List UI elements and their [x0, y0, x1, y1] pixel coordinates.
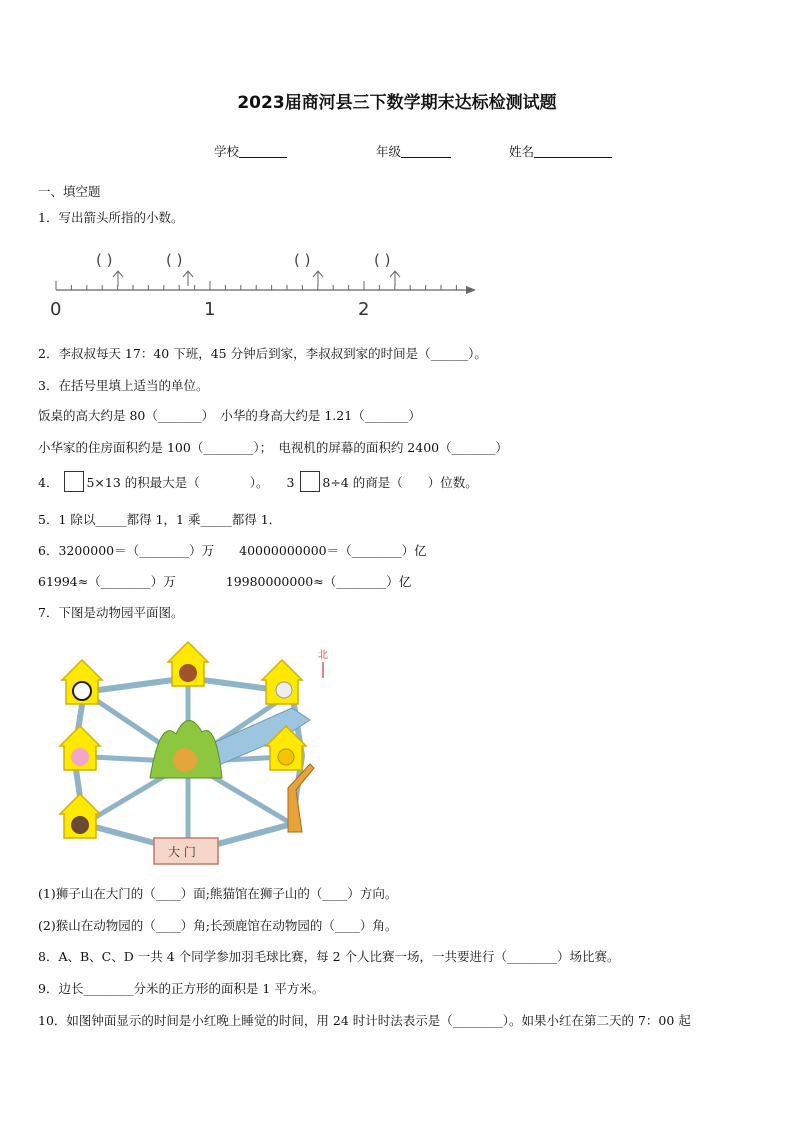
school-field [214, 142, 287, 160]
blank-paren[interactable]: ( ) [166, 251, 183, 269]
question-4-text-2: 8÷4 的商是（ ）位数。 [322, 475, 478, 490]
digit-box[interactable] [64, 471, 84, 492]
question-4-text: 5×13 的积最大是（ ）。 [86, 475, 269, 490]
blank-paren[interactable]: ( ) [294, 251, 311, 269]
tick-label: 2 [358, 299, 370, 320]
question-1: 1．写出箭头所指的小数。 [38, 210, 184, 225]
question-3b: 小华家的住房面积约是 100（________）； 电视机的屏幕的面积约 2400（_______） [38, 440, 508, 455]
number-line [40, 240, 490, 322]
name-field [509, 142, 612, 160]
question-2: 2．李叔叔每天 17：40 下班，45 分钟后到家，李叔叔到家的时间是（______）。 [38, 346, 487, 361]
digit-box[interactable] [300, 471, 320, 492]
page-title: 2023届商河县三下数学期末达标检测试题 [237, 93, 557, 113]
question-7-2: (2)猴山在动物园的（____）角;长颈鹿馆在动物园的（____）角。 [38, 918, 398, 933]
lion-icon [173, 748, 197, 772]
question-9: 9．边长________分米的正方形的面积是 1 平方米。 [38, 981, 325, 996]
question-7-1: (1)狮子山在大门的（____）面;熊猫馆在狮子山的（____）方向。 [38, 886, 398, 901]
question-4-digit: 3 [286, 475, 295, 490]
question-10: 10．如图钟面显示的时间是小红晚上睡觉的时间，用 24 时计时法表示是（________）。如果小红在第二天的 7：00 起 [38, 1013, 691, 1028]
tick-label: 0 [50, 299, 62, 320]
question-6b: 61994≈（________）万 19980000000≈（________）亿 [38, 574, 412, 589]
question-5: 5．1 除以_____都得 1，1 乘_____都得 1． [38, 512, 282, 527]
giraffe-icon [288, 764, 314, 832]
question-7: 7．下图是动物园平面图。 [38, 605, 184, 620]
grade-label: 年级 [376, 144, 402, 159]
question-6a: 6．3200000＝（________）万 40000000000＝（________）亿 [38, 543, 427, 558]
name-blank[interactable] [534, 145, 612, 158]
school-blank[interactable] [239, 145, 287, 158]
north-label: 北 [318, 650, 328, 661]
grade-blank[interactable] [401, 145, 451, 158]
grade-field [376, 142, 451, 160]
blank-paren[interactable]: ( ) [374, 251, 391, 269]
question-8: 8．A、B、C、D 一共 4 个同学参加羽毛球比赛，每 2 个人比赛一场，一共要进行（________）场比赛。 [38, 949, 620, 964]
question-number: 4． [38, 475, 59, 490]
school-label: 学校 [214, 144, 240, 159]
section-heading: 一、填空题 [38, 184, 101, 199]
blank-paren[interactable]: ( ) [96, 251, 113, 269]
question-3: 3．在括号里填上适当的单位。 [38, 378, 209, 393]
zoo-map [52, 638, 342, 870]
gate-label: 大 门 [168, 845, 196, 859]
question-4 [38, 471, 478, 492]
name-label: 姓名 [509, 144, 535, 159]
question-3a: 饭桌的高大约是 80（_______） 小华的身高大约是 1.21（_______） [38, 408, 421, 423]
tick-label: 1 [204, 299, 216, 320]
